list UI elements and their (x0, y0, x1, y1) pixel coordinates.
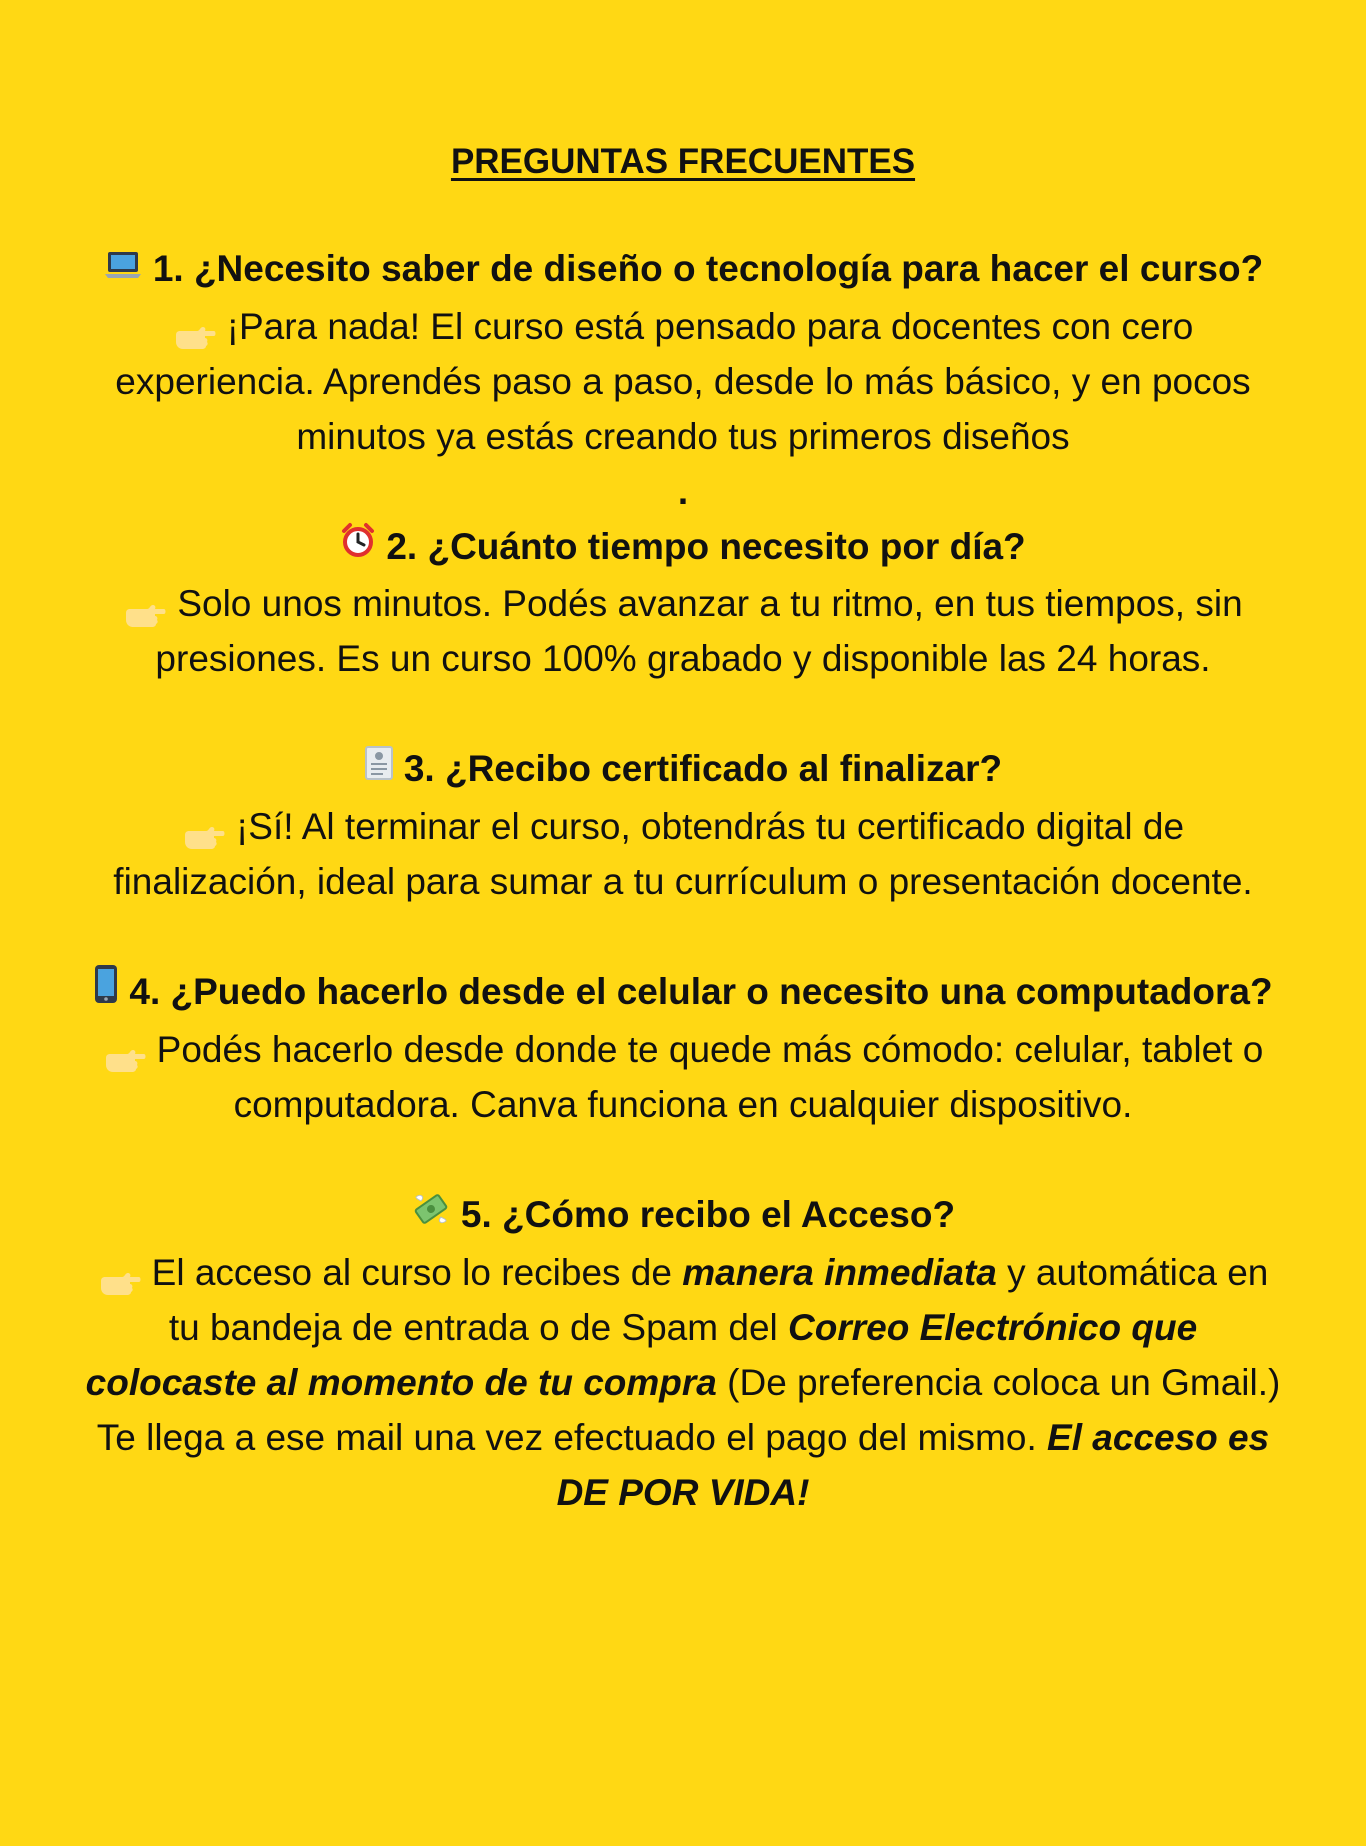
faq-answer-2 (83, 576, 1283, 686)
faq-answer-1 (83, 299, 1283, 464)
faq-spacer (83, 686, 1283, 741)
page-title: PREGUNTAS FRECUENTES (450, 142, 916, 181)
answer-part: (De preferencia coloca un Gmail.) Te llega a ese mail una vez efectuado el pago del mismo. (96, 1361, 1281, 1458)
faq-question-4 (83, 964, 1283, 1022)
faq-answer-text: Podés hacerlo desde donde te quede más cómodo: celular, tablet o computadora. Canva funciona en cualquier dispositivo. (156, 1028, 1264, 1125)
faq-answer-text: ¡Sí! Al terminar el curso, obtendrás tu certificado digital de finalización, ideal para sumar a tu currículum o presentación docente. (113, 806, 1253, 903)
certificate-icon (364, 741, 394, 796)
pointing-hand-icon (182, 812, 226, 840)
faq-question-text: 5. ¿Cómo recibo el Acceso? (460, 1193, 956, 1235)
pointing-hand-icon (98, 1258, 142, 1286)
faq-answer-text: ¡Para nada! El curso está pensado para docentes con cero experiencia. Aprendés paso a paso, desde lo más básico, y en pocos minutos ya estás creando tus primeros diseños (115, 305, 1251, 457)
pointing-hand-icon (123, 590, 167, 618)
answer-part: y automática en tu bandeja de entrada o de Spam del (168, 1251, 1269, 1348)
laptop-icon (103, 241, 143, 296)
faq-answer-3 (83, 799, 1283, 909)
answer-emphasis: El acceso es DE POR VIDA! (556, 1416, 1270, 1513)
faq-spacer (83, 909, 1283, 964)
faq-answer-5 (83, 1245, 1283, 1520)
title-spacer (83, 186, 1283, 241)
answer-emphasis: manera inmediata (682, 1251, 997, 1293)
faq-question-text: 4. ¿Puedo hacerlo desde el celular o necesito una computadora? (129, 971, 1273, 1013)
faq-question-text: 2. ¿Cuánto tiempo necesito por día? (386, 525, 1026, 567)
faq-item-1 (83, 241, 1283, 519)
pointing-hand-icon (173, 312, 217, 340)
faq-question-1 (83, 241, 1283, 299)
answer-emphasis: Correo Electrónico que colocaste al momento de tu compra (85, 1306, 1198, 1403)
faq-answer-4 (83, 1022, 1283, 1132)
faq-question-text: 3. ¿Recibo certificado al finalizar? (403, 748, 1003, 790)
faq-question-text: 1. ¿Necesito saber de diseño o tecnología para hacer el curso? (152, 248, 1264, 289)
faq-question-5 (83, 1187, 1283, 1245)
faq-answer-text: Solo unos minutos. Podés avanzar a tu ritmo, en tus tiempos, sin presiones. Es un curso 100% grabado y disponible las 24 horas. (155, 583, 1243, 680)
faq-content (83, 138, 1283, 1520)
faq-item-5 (83, 1187, 1283, 1520)
alarm-clock-icon (340, 518, 376, 573)
faq-item-4 (83, 964, 1283, 1132)
money-wings-icon (411, 1187, 451, 1242)
faq-question-3 (83, 741, 1283, 799)
faq-item-2 (83, 519, 1283, 687)
answer-part: El acceso al curso lo recibes de (151, 1251, 683, 1293)
separator-dot: . (677, 470, 689, 512)
mobile-phone-icon (93, 964, 119, 1019)
pointing-hand-icon (103, 1035, 147, 1063)
faq-item-3 (83, 741, 1283, 909)
faq-spacer (83, 1132, 1283, 1187)
faq-question-2 (83, 519, 1283, 577)
